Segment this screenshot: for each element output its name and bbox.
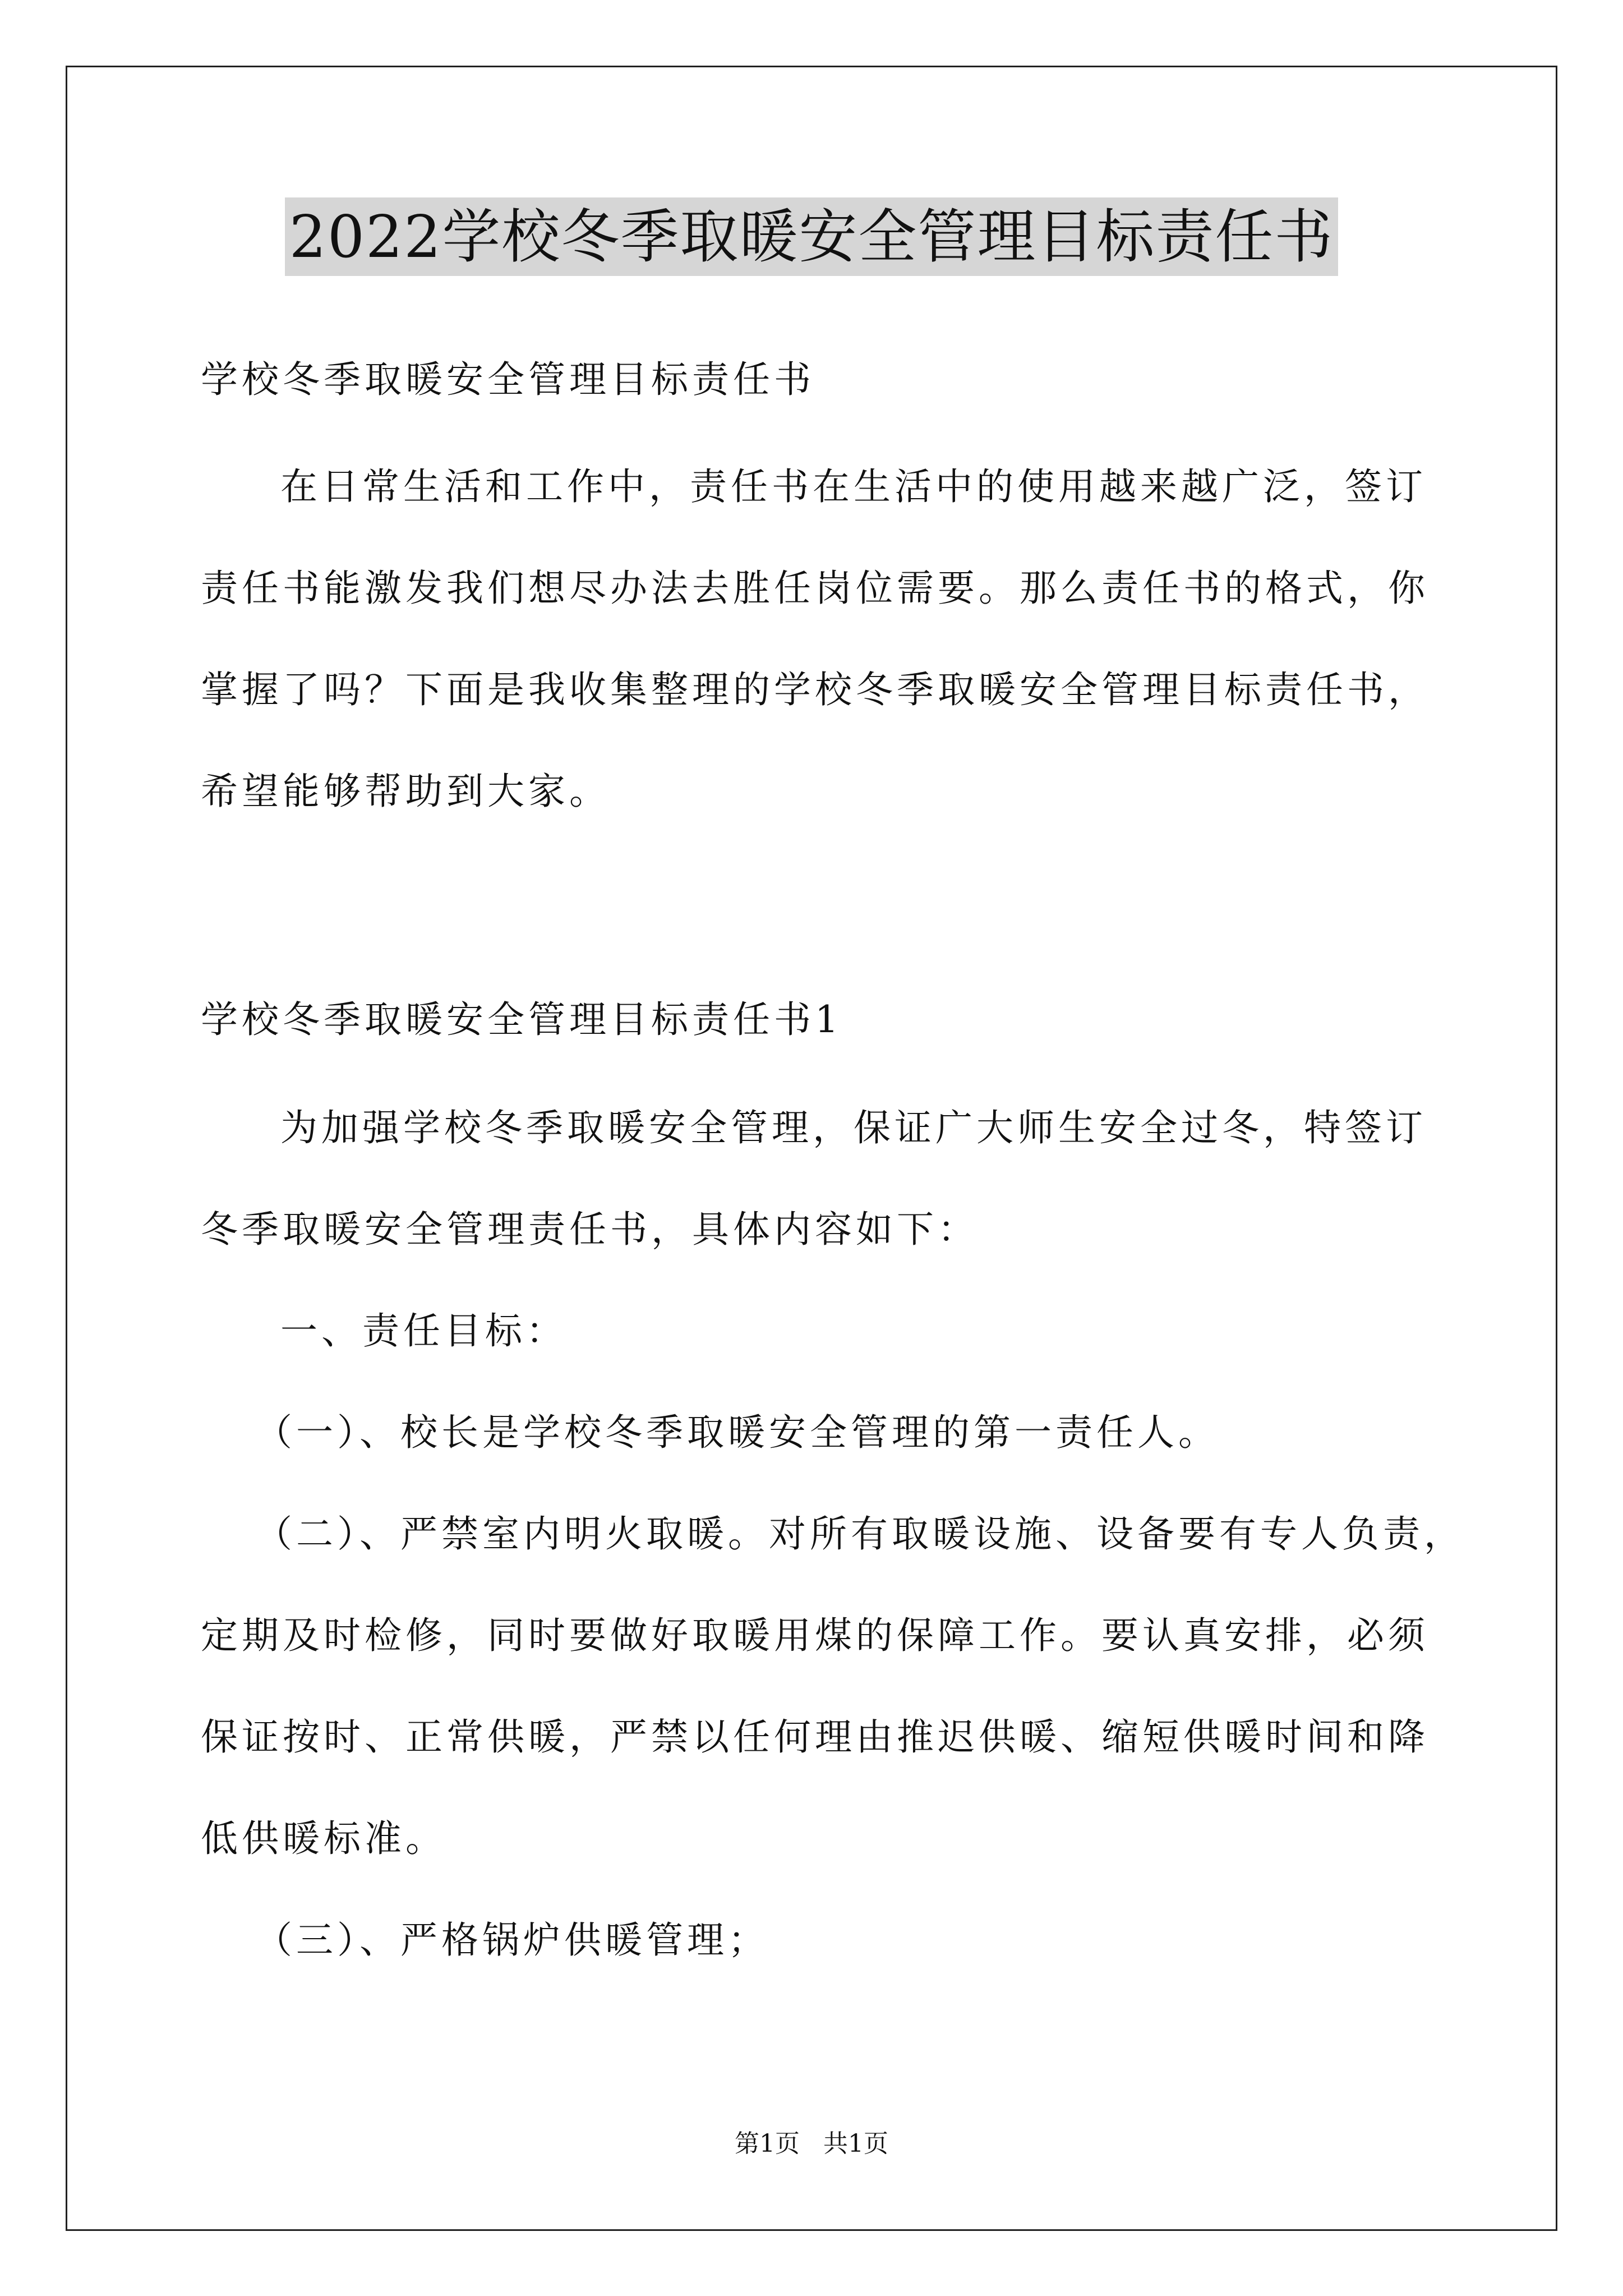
item-1: （一）、校长是学校冬季取暖安全管理的第一责任人。: [255, 1411, 1219, 1454]
intro-line-1: 在日常生活和工作中，责任书在生活中的使用越来越广泛，签订: [280, 465, 1427, 508]
intro-line-2: 责任书能激发我们想尽办法去胜任岗位需要。那么责任书的格式，你: [201, 567, 1429, 610]
section-intro-line-2: 冬季取暖安全管理责任书，具体内容如下：: [201, 1208, 979, 1251]
item-2-line-4: 低供暖标准。: [201, 1817, 446, 1860]
item-3: （三）、严格锅炉供暖管理；: [255, 1918, 769, 1962]
intro-line-3: 掌握了吗？下面是我收集整理的学校冬季取暖安全管理目标责任书，: [201, 668, 1429, 711]
item-2-line-2: 定期及时检修，同时要做好取暖用煤的保障工作。要认真安排，必须: [201, 1614, 1429, 1657]
page-footer: 第1页 共1页: [735, 2129, 888, 2158]
section-title: 学校冬季取暖安全管理目标责任书1: [201, 998, 842, 1041]
intro-line-4: 希望能够帮助到大家。: [201, 770, 610, 813]
document-title: 2022学校冬季取暖安全管理目标责任书: [285, 197, 1339, 276]
section-intro-line-1: 为加强学校冬季取暖安全管理，保证广大师生安全过冬，特签订: [280, 1106, 1427, 1149]
heading-responsibility-goals: 一、责任目标：: [280, 1309, 567, 1352]
title-container: [0, 197, 1623, 276]
item-2-line-3: 保证按时、正常供暖，严禁以任何理由推迟供暖、缩短供暖时间和降: [201, 1715, 1429, 1759]
document-subtitle: 学校冬季取暖安全管理目标责任书: [201, 358, 815, 401]
item-2-line-1: （二）、严禁室内明火取暖。对所有取暖设施、设备要有专人负责，: [255, 1512, 1465, 1556]
